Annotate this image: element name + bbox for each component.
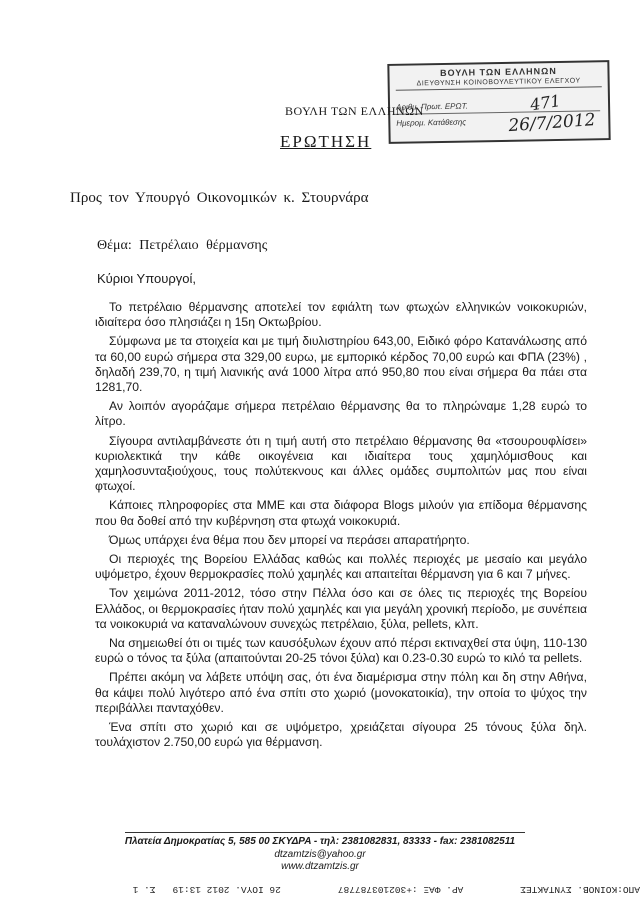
paragraph: Αν λοιπόν αγοράζαμε σήμερα πετρέλαιο θέρμανσης θα το πληρώναμε 1,28 ευρώ το λίτρο. xyxy=(95,399,587,429)
paragraph: Ένα σπίτι στο χωριό και σε υψόμετρο, χρειάζεται σίγουρα 25 τόνους ξύλα δηλ. τουλάχιστον 2.750,00 ευρώ για θέρμανση. xyxy=(95,720,587,750)
footer-divider xyxy=(125,832,525,833)
paragraph: Το πετρέλαιο θέρμανσης αποτελεί τον εφιάλτη των φτωχών ελληνικών νοικοκυριών, ιδιαίτερα όσο πλησιάζει η 15η Οκτωβρίου. xyxy=(95,300,587,330)
paragraph: Να σημειωθεί ότι οι τιμές των καυσόξυλων έχουν από πέρσι εκτιναχθεί στα ύψη, 110-130 ευρώ ο τόνος τα ξύλα (απαιτούνται 20-25 τόνοι ξύλα) και 0.23-0.30 ευρώ το κιλό τα pellets. xyxy=(95,636,587,666)
parliament-receipt-stamp xyxy=(387,60,610,144)
paragraph: Τον χειμώνα 2011-2012, τόσο στην Πέλλα όσο και σε όλες τις περιοχές της Βορείου Ελλάδος, οι θερμοκρασίες ήταν πολύ χαμηλές και για μεγάλη χρονική περίοδο, με συνέπεια τα νοικοκυριά να καταναλώνουν συνεχώς πετρέλαιο, ξύλα, pellets, κλπ. xyxy=(95,586,587,631)
organization-name: ΒΟΥΛΗ ΤΩΝ ΕΛΛΗΝΩΝ xyxy=(285,104,424,118)
paragraph: Σύμφωνα με τα στοιχεία και με τιμή διυλιστηρίου 643,00, Ειδικό φόρο Κατανάλωσης από τα 60,00 ευρώ σήμερα στα 329,00 ευρω, με εμπορικό κέρδος 70,00 ευρώ και ΦΠΑ (23%) , δηλαδή 239,70, η τιμή λιανικής ανά 1000 λίτρα από 950,80 που είναι σήμερα θα πάει στα 1281,70. xyxy=(95,334,587,395)
stamp-date-value: 26/7/2012 xyxy=(507,110,597,137)
footer-address: Πλατεία Δημοκρατίας 5, 585 00 ΣΚΥΔΡΑ - τηλ: 2381082831, 83333 - fax: 2381082511 xyxy=(124,836,516,847)
paragraph: Οι περιοχές της Βορείου Ελλάδας καθώς και πολλές περιοχές με μεσαίο και μεγάλο υψόμετρο, έχουν θερμοκρασίες πολύ χαμηλές και απαιτείται θέρμανση για 6 και 7 μήνες. xyxy=(95,552,587,582)
stamp-date-label: Ημερομ. Κατάθεσης xyxy=(396,117,467,128)
stamp-subtitle: ΔΙΕΥΘΥΝΣΗ ΚΟΙΝΟΒΟΥΛΕΥΤΙΚΟΥ ΕΛΕΓΧΟΥ xyxy=(396,77,602,91)
paragraph: Σίγουρα αντιλαμβάνεστε ότι η τιμή αυτή στο πετρέλαιο θέρμανσης θα «τσουρουφλίσει» κυριολεκτικά την κάθε οικογένεια και ιδιαίτερα τους χαμηλόμισθους και χαμηλοσυνταξιούχους, τους πολύτεκνους και άλλες ομάδες συμπολιτών μας που είναι φτωχοί. xyxy=(95,433,587,494)
stamp-number-label: Αριθμ. Πρωτ. ΕΡΩΤ. xyxy=(395,101,469,112)
stamp-number-value: 471 xyxy=(528,90,562,115)
letter-body xyxy=(95,300,587,754)
paragraph: Πρέπει ακόμη να λάβετε υπόψη σας, ότι ένα διαμέρισμα στην πόλη και δη στην Αθήνα, θα κάψει πολύ λιγότερο από ένα σπίτι στο χωριό (μονοκατοικία), την οποία το ψύχος την περιβάλλει πανταχόθεν. xyxy=(95,670,587,715)
stamp-title: ΒΟΥΛΗ ΤΩΝ ΕΛΛΗΝΩΝ xyxy=(440,65,557,79)
paragraph: Κάποιες πληροφορίες στα ΜΜΕ και στα διάφορα Blogs μιλούν για επίδομα θέρμανσης που θα δοθεί από την κυβέρνηση στα φτωχά νοικοκυριά. xyxy=(95,498,587,528)
addressee: Προς τον Υπουργό Οικονομικών κ. Στουρνάρα xyxy=(70,190,369,206)
footer-email: dtzamtzis@yahoo.gr xyxy=(274,849,366,860)
paragraph: Όμως υπάρχει ένα θέμα που δεν μπορεί να περάσει απαρατήρητο. xyxy=(109,532,470,547)
salutation: Κύριοι Υπουργοί, xyxy=(97,271,196,286)
subject-line: Θέμα: Πετρέλαιο θέρμανσης xyxy=(97,238,268,253)
footer-website: www.dtzamtzis.gr xyxy=(281,861,359,872)
fax-transmission-header: ΑΠΟ:ΚΟΙΝΟΒ. ΣΥΝΤΑΚΤΕΣ ΑΡ. ΦΑΞ :+302103787787 26 ΙΟΥΛ. 2012 13:19 Σ. 1 xyxy=(132,884,640,895)
document-title: ΕΡΩΤΗΣΗ xyxy=(280,132,372,151)
